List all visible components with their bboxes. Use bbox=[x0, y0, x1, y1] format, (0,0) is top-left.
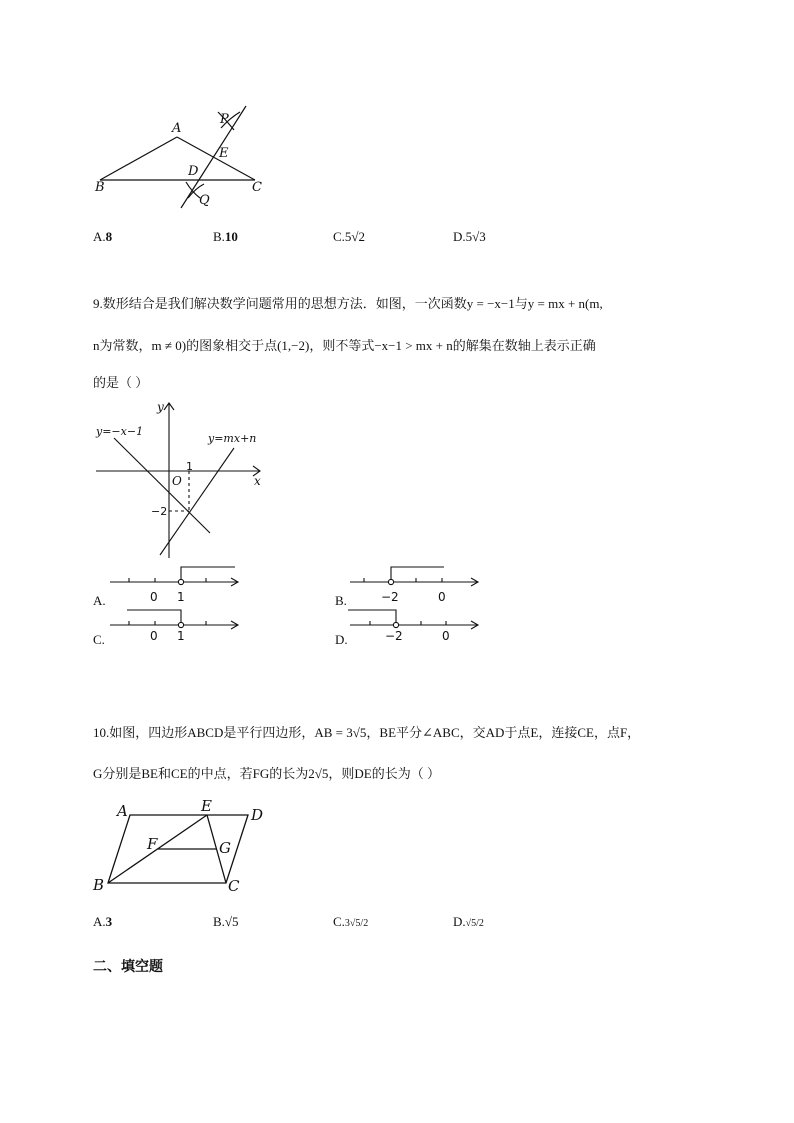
section-heading-fill-in: 二、填空题 bbox=[93, 958, 163, 974]
q9-line1-label: y=−x−1 bbox=[96, 425, 144, 438]
q9-option-c-letter[interactable]: C. bbox=[93, 632, 105, 647]
q9-axis-x-label: x bbox=[254, 474, 261, 488]
q9-option-b-numberline bbox=[350, 565, 485, 600]
q8-label-e: E bbox=[219, 146, 229, 161]
q10-text-line2: G分别是BE和CE的中点，若FG的长为2√5，则DE的长为（ ） bbox=[93, 766, 440, 781]
q9-line2-label: y=mx+n bbox=[208, 432, 257, 445]
q8-triangle-figure bbox=[90, 100, 280, 215]
q10-text-line1: 10.如图，四边形ABCD是平行四边形，AB = 3√5，BE平分∠ABC，交AD于点E，连接CE，点F， bbox=[93, 725, 641, 740]
q9-d-label-0: 0 bbox=[442, 629, 450, 643]
q10-option-c[interactable]: C.3√5/2 bbox=[333, 914, 369, 929]
q9-a-label-1: 1 bbox=[177, 590, 185, 604]
q10-label-c: C bbox=[228, 877, 240, 895]
q9-tick-y-neg2: −2 bbox=[151, 505, 168, 518]
q10-label-d: D bbox=[251, 806, 264, 824]
q8-option-c[interactable]: C.5√2 bbox=[333, 229, 366, 244]
q9-option-d-numberline bbox=[350, 605, 485, 640]
q9-b-label-neg2: −2 bbox=[381, 590, 399, 604]
q8-label-b: B bbox=[95, 180, 105, 195]
q8-label-p: P bbox=[220, 112, 229, 127]
q9-tick-x1: 1 bbox=[186, 460, 193, 473]
q9-b-label-0: 0 bbox=[438, 590, 446, 604]
q10-label-e: E bbox=[201, 797, 212, 815]
q9-c-label-0: 0 bbox=[150, 629, 158, 643]
q9-text-line1: 9.数形结合是我们解决数学问题常用的思想方法．如图，一次函数y = −x−1与y = mx + n(m, bbox=[93, 296, 603, 311]
q10-label-g: G bbox=[219, 839, 231, 857]
q8-label-a: A bbox=[172, 121, 182, 136]
q9-option-d-letter[interactable]: D. bbox=[335, 632, 348, 647]
q8-label-d: D bbox=[188, 164, 199, 179]
q9-text-line3: 的是（ ） bbox=[93, 375, 149, 390]
q9-a-label-0: 0 bbox=[150, 590, 158, 604]
q8-option-d[interactable]: D.5√3 bbox=[453, 229, 486, 244]
q8-option-a[interactable]: A.8 bbox=[93, 229, 113, 244]
solution-ray bbox=[391, 567, 444, 579]
q10-option-b[interactable]: B.√5 bbox=[213, 914, 239, 929]
perpendicular-bisector bbox=[181, 106, 246, 208]
q10-option-d[interactable]: D.√5/2 bbox=[453, 914, 484, 929]
q9-c-label-1: 1 bbox=[177, 629, 185, 643]
open-point bbox=[388, 579, 393, 584]
q9-origin-label: O bbox=[172, 474, 182, 488]
q10-option-a[interactable]: A.3 bbox=[93, 914, 113, 929]
solution-ray bbox=[127, 610, 181, 622]
line-y-neg-x-minus-1 bbox=[114, 438, 210, 533]
q8-label-c: C bbox=[252, 180, 262, 195]
solution-ray bbox=[348, 610, 396, 622]
q9-option-a-letter[interactable]: A. bbox=[93, 593, 106, 608]
q9-option-b-letter[interactable]: B. bbox=[335, 593, 347, 608]
q10-label-b: B bbox=[93, 876, 105, 894]
line-y-mx-plus-n bbox=[160, 448, 234, 555]
open-point bbox=[178, 622, 183, 627]
q9-text-line2: n为常数，m ≠ 0)的图象相交于点(1,−2)，则不等式−x−1 > mx + n的解集在数轴上表示正确 bbox=[93, 338, 596, 353]
solution-ray bbox=[181, 567, 235, 579]
q8-label-q: Q bbox=[199, 193, 210, 208]
q10-label-a: A bbox=[117, 802, 128, 820]
open-point bbox=[393, 622, 398, 627]
q9-d-label-neg2: −2 bbox=[385, 629, 403, 643]
q10-label-f: F bbox=[147, 835, 158, 853]
q8-option-b[interactable]: B.10 bbox=[213, 229, 238, 244]
q9-axis-y-label: y bbox=[157, 400, 164, 414]
open-point bbox=[178, 579, 183, 584]
segment-ab bbox=[100, 137, 177, 180]
